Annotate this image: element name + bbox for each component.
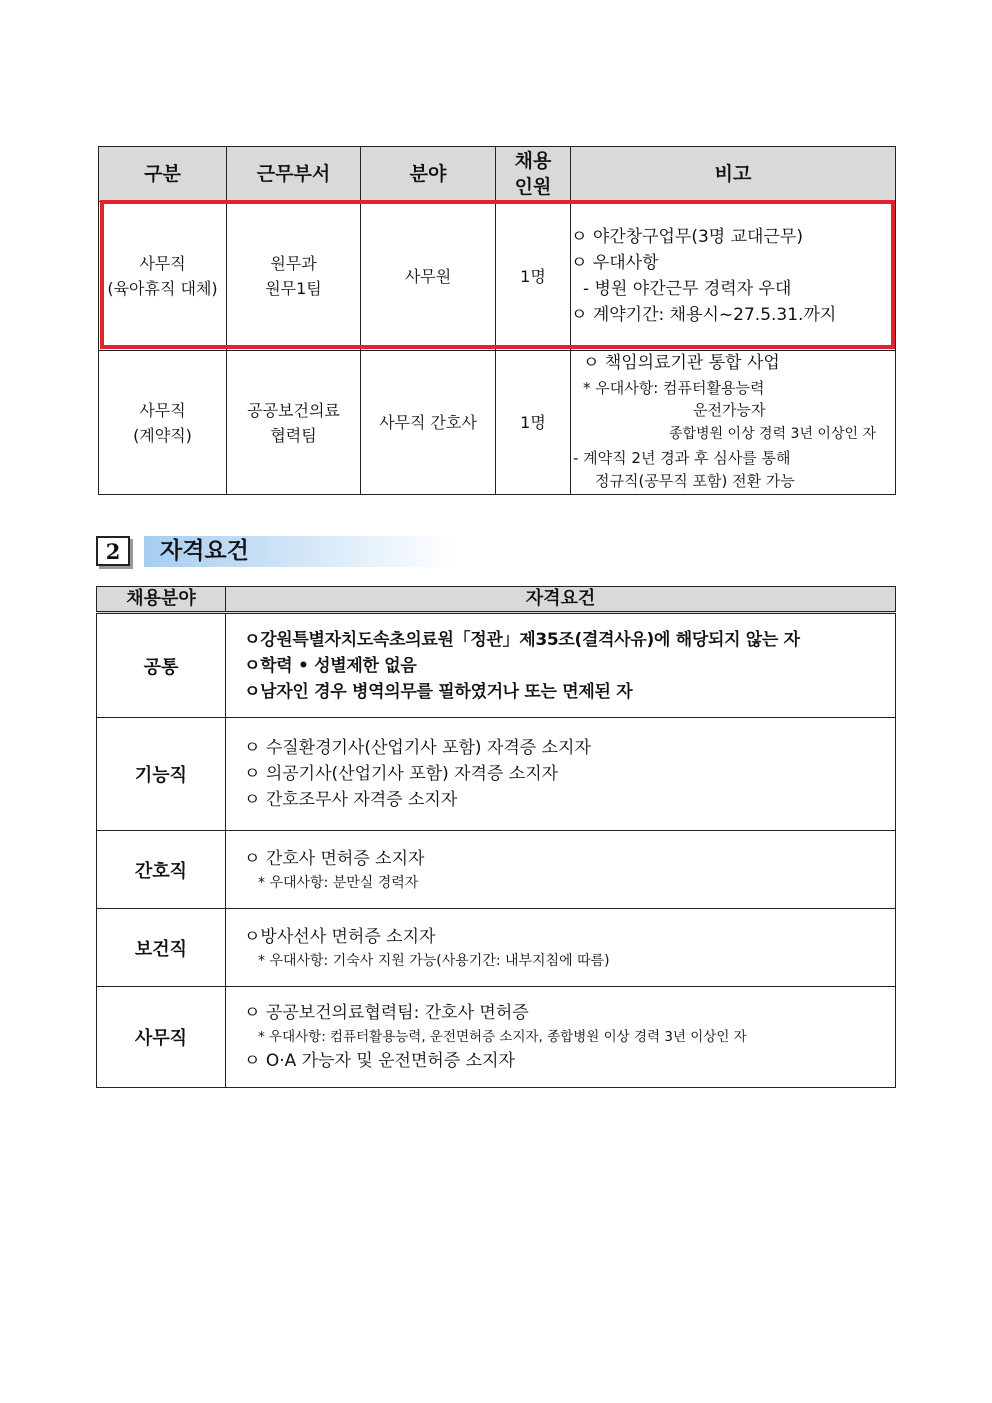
table-header-row (99, 147, 896, 202)
dept-line: 공공보건의료 (247, 400, 340, 420)
qualification-table (96, 586, 896, 1088)
requirement-subline: * 우대사항: 기숙사 지원 가능(사용기간: 내부지침에 따름) (258, 952, 610, 969)
table-row (99, 202, 896, 351)
requirement-line: ㅇ강원특별자치도속초의료원「정관」제35조(결격사유)에 해당되지 않는 자 (244, 629, 800, 650)
row-dept (227, 351, 361, 495)
note-line: ㅇ 야간창구업무(3명 교대근무) (571, 227, 803, 247)
row-count: 1명 (496, 351, 571, 495)
row-dept (227, 202, 361, 351)
note-line: 정규직(공무직 포함) 전환 가능 (595, 472, 795, 490)
section-title: 자격요건 (160, 538, 249, 564)
dept-line: 원무1팀 (265, 279, 322, 298)
note-line: ㅇ 계약기간: 채용시~27.5.31.까지 (571, 305, 837, 325)
table-row (97, 613, 896, 718)
row-details (226, 718, 896, 831)
category-line: 사무직 (139, 400, 186, 420)
row-details (226, 831, 896, 909)
requirement-line: ㅇ 의공기사(산업기사 포함) 자격증 소지자 (244, 764, 559, 784)
requirement-line: ㅇ 수질환경기사(산업기사 포함) 자격증 소지자 (244, 738, 591, 758)
header-requirements: 자격요건 (226, 587, 896, 613)
table-row (97, 831, 896, 909)
section-number: 2 (96, 536, 130, 566)
header-notes: 비고 (571, 147, 896, 202)
row-details (226, 987, 896, 1088)
row-category: 사무직 (97, 987, 226, 1088)
row-field: 사무원 (361, 202, 496, 351)
note-line: - 병원 야간근무 경력자 우대 (583, 279, 792, 299)
header-field: 분야 (361, 147, 496, 202)
note-line: ㅇ 책임의료기관 통합 사업 (583, 353, 780, 373)
row-category: 보건직 (97, 909, 226, 987)
row-details (226, 909, 896, 987)
table-row (97, 987, 896, 1088)
requirement-line: ㅇ남자인 경우 병역의무를 필하였거나 또는 면제된 자 (244, 681, 633, 702)
table-row (97, 909, 896, 987)
table-row (99, 351, 896, 495)
recruitment-table (98, 146, 896, 495)
row-category: 간호직 (97, 831, 226, 909)
row-category (99, 351, 227, 495)
row-notes (571, 202, 896, 351)
row-category: 기능직 (97, 718, 226, 831)
table-row (97, 718, 896, 831)
row-notes (571, 351, 896, 495)
header-category: 구분 (99, 147, 227, 202)
note-line: ㅇ 우대사항 (571, 253, 659, 273)
row-details (226, 613, 896, 718)
requirement-line: ㅇ 간호조무사 자격증 소지자 (244, 790, 458, 810)
category-line: 사무직 (139, 254, 186, 273)
requirement-subline: * 우대사항: 컴퓨터활용능력, 운전면허증 소지자, 종합병원 이상 경력 3년 이상인 자 (258, 1029, 747, 1045)
row-count: 1명 (496, 202, 571, 351)
row-category: 공통 (97, 613, 226, 718)
category-line: (육아휴직 대체) (107, 279, 218, 298)
table-header-row (97, 587, 896, 613)
row-field: 사무직 간호사 (361, 351, 496, 495)
note-line: - 계약직 2년 경과 후 심사를 통해 (573, 449, 791, 467)
category-line: (계약직) (133, 425, 192, 445)
requirement-line: ㅇ 공공보건의료협력팀: 간호사 면허증 (244, 1003, 529, 1023)
header-count: 채용 인원 (496, 147, 571, 202)
header-category: 채용분야 (97, 587, 226, 613)
dept-line: 원무과 (270, 254, 317, 273)
note-line: 종합병원 이상 경력 3년 이상인 자 (669, 426, 876, 442)
requirement-line: ㅇ O·A 가능자 및 운전면허증 소지자 (244, 1051, 515, 1071)
header-dept: 근무부서 (227, 147, 361, 202)
dept-line: 협력팀 (270, 425, 317, 445)
requirement-line: ㅇ방사선사 면허증 소지자 (244, 926, 436, 947)
requirement-line: ㅇ학력 • 성별제한 없음 (244, 655, 417, 676)
requirement-subline: * 우대사항: 분만실 경력자 (258, 874, 419, 891)
note-line: 운전가능자 (693, 401, 766, 419)
note-line: * 우대사항: 컴퓨터활용능력 (583, 379, 765, 397)
requirement-line: ㅇ 간호사 면허증 소지자 (244, 848, 425, 869)
row-category (99, 202, 227, 351)
